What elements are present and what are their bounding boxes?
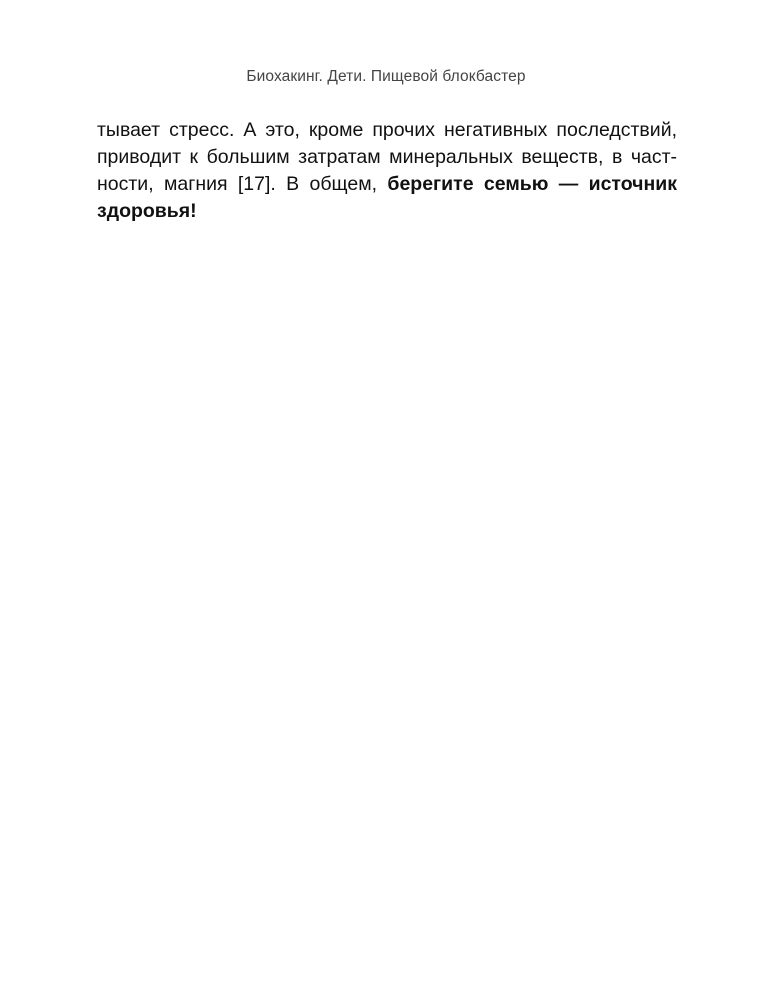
body-paragraph xyxy=(97,117,677,225)
text-line-3 xyxy=(97,171,677,198)
running-header: Биохакинг. Дети. Пищевой блокбастер xyxy=(246,68,526,85)
text-line-4-bold: здоровья! xyxy=(97,200,197,222)
text-line-3-regular: ности, магния [17]. В общем, xyxy=(97,173,378,195)
text-line-2: приводит к большим затратам минеральных веществ, в част- xyxy=(97,146,677,168)
text-line-1: тывает стресс. А это, кроме прочих негативных последствий, xyxy=(97,119,677,141)
bold-phrase: берегите семью — источник xyxy=(387,173,677,195)
